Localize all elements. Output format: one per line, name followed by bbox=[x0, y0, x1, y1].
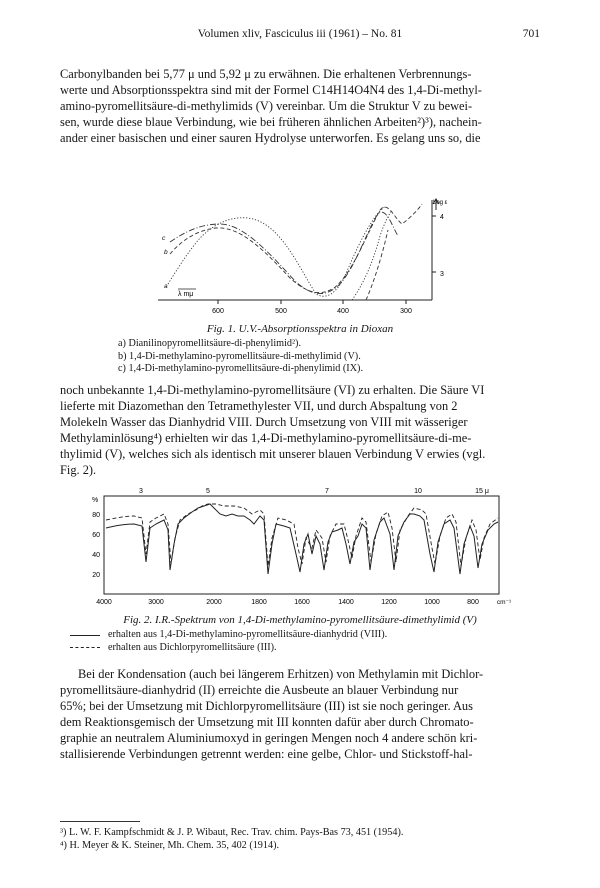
bottom-tick-label: 1600 bbox=[294, 599, 310, 606]
plot-frame bbox=[104, 496, 499, 594]
top-tick-label: 3 bbox=[139, 488, 143, 495]
top-tick-label: 7 bbox=[325, 488, 329, 495]
bottom-tick-label: 4000 bbox=[96, 599, 112, 606]
top-tick-label: 15 μ bbox=[475, 488, 489, 495]
legend-dashed-text: erhalten aus Dichlorpyromellitsäure (III). bbox=[108, 641, 277, 653]
x-tick-label: 300 bbox=[400, 308, 412, 315]
text-line: Bei der Kondensation (auch bei längerem Erhitzen) von Methylamin mit Dichlor- bbox=[78, 667, 484, 681]
fig1-legend bbox=[118, 338, 363, 376]
y-tick-label: 60 bbox=[92, 532, 100, 539]
top-tick-label: 5 bbox=[206, 488, 210, 495]
bottom-tick-label: 800 bbox=[467, 599, 479, 606]
legend-entry-a: a) Dianilinopyromellitsäure-di-phenylimid²). bbox=[118, 338, 301, 349]
text-line: 65%; bei der Umsetzung mit Dichlorpyromellitsäure (III) ist sie noch geringer. Aus bbox=[60, 699, 473, 714]
text-line: Methylaminlösung⁴) erhielten wir das 1,4-Di-methylamino-pyromellitsäure-di-me- bbox=[60, 431, 472, 446]
solid-line-swatch bbox=[70, 635, 100, 636]
top-tick-label: 10 bbox=[414, 488, 422, 495]
bottom-tick-label: 3000 bbox=[148, 599, 164, 606]
text-line: ander einer basischen und einer sauren Hydrolyse unterworfen. Es gelang uns so, die bbox=[60, 131, 481, 146]
footnote: ⁴) H. Meyer & K. Steiner, Mh. Chem. 35, 402 (1914). bbox=[60, 840, 280, 851]
curve-label: b bbox=[164, 249, 168, 256]
text-line: noch unbekannte 1,4-Di-methylamino-pyromellitsäure (VI) zu erhalten. Die Säure VI bbox=[60, 383, 485, 397]
x-tick-label: 400 bbox=[337, 308, 349, 315]
text-line: dem Reaktionsgemisch der Umsetzung mit III konnten dafür aber durch Chromato- bbox=[60, 715, 474, 730]
text-line: Fig. 2). bbox=[60, 463, 97, 478]
x-tick-label: 500 bbox=[275, 308, 287, 315]
text-line: pyromellitsäure-dianhydrid (II) erreichte die Ausbeute an blauer Verbindung nur bbox=[60, 683, 459, 698]
bottom-tick-label: 1800 bbox=[251, 599, 267, 606]
uv-spectrum-figure bbox=[140, 196, 470, 320]
legend-solid bbox=[70, 629, 387, 642]
text-line: graphie an neutralem Aluminiumoxyd in geringen Mengen noch 4 andere schön kri- bbox=[60, 731, 478, 746]
page-number: 701 bbox=[522, 28, 540, 40]
running-title: Volumen xliv, Fasciculus iii (1961) – No. 81 bbox=[197, 28, 403, 40]
y-tick-label: 20 bbox=[92, 572, 100, 579]
text-line: lieferte mit Diazomethan den Tetramethylester VII, und durch Abspaltung von 2 bbox=[60, 399, 458, 414]
curve-label: a bbox=[164, 283, 168, 290]
x-ticks bbox=[218, 300, 406, 304]
dashed-line-swatch bbox=[70, 647, 100, 648]
ir-spectrum-figure bbox=[84, 484, 524, 610]
y-axis-label: Log ε bbox=[433, 200, 448, 206]
legend-dashed bbox=[70, 642, 387, 655]
bottom-unit-label: cm⁻¹ bbox=[496, 599, 512, 606]
footnote: ³) L. W. F. Kampfschmidt & J. P. Wibaut, Rec. Trav. chim. Pays-Bas 73, 451 (1954). bbox=[60, 827, 404, 838]
y-tick-label: 4 bbox=[440, 214, 444, 221]
y-unit-label: % bbox=[92, 497, 99, 504]
text-line: Carbonylbanden bei 5,77 μ und 5,92 μ zu erwähnen. Die erhaltenen Verbrennungs- bbox=[60, 67, 472, 81]
bottom-tick-label: 1200 bbox=[381, 599, 397, 606]
text-line: thylimid (V), welches sich als identisch mit unserer blauen Verbindung V erwies (vgl. bbox=[60, 447, 486, 462]
y-tick-label: 3 bbox=[440, 271, 444, 278]
curve-label: c bbox=[162, 235, 166, 242]
fig2-legend bbox=[70, 629, 387, 654]
bottom-tick-label: 1000 bbox=[424, 599, 440, 606]
footnotes bbox=[60, 826, 540, 852]
y-tick-label: 40 bbox=[92, 552, 100, 559]
paragraph-2 bbox=[60, 382, 540, 479]
paragraph-3 bbox=[60, 666, 540, 763]
legend-entry-b: b) 1,4-Di-methylamino-pyromellitsäure-di-methylimid (V). bbox=[118, 350, 361, 362]
curve-c bbox=[170, 212, 398, 293]
curve-b-tail bbox=[366, 230, 388, 300]
fig2-caption: Fig. 2. I.R.-Spektrum von 1,4-Di-methylamino-pyromellitsäure-dimethylimid (V) bbox=[123, 614, 477, 626]
text-line: stallisierende Verbindungen getrennt werden: eine gelbe, Chlor- und Stickstoff-hal- bbox=[60, 747, 473, 762]
text-line: sen, wurde diese blaue Verbindung, wie bei früheren ähnlichen Arbeiten²)³), nachein- bbox=[60, 115, 482, 130]
curve-a bbox=[168, 206, 386, 296]
legend-solid-text: erhalten aus 1,4-Di-methylamino-pyromellitsäure-dianhydrid (VIII). bbox=[108, 629, 388, 640]
bottom-tick-label: 2000 bbox=[206, 599, 222, 606]
x-tick-label: 600 bbox=[212, 308, 224, 315]
bottom-tick-label: 1400 bbox=[338, 599, 354, 606]
text-line: Molekeln Wasser das Dianhydrid VIII. Durch Umsetzung von VIII mit wässeriger bbox=[60, 415, 468, 430]
text-line: amino-pyromellitsäure-di-methylimids (V) vereinbar. Um die Struktur V zu bewei- bbox=[60, 99, 473, 114]
footnote-rule bbox=[60, 821, 140, 822]
legend-entry-c: c) 1,4-Di-methylamino-pyromellitsäure-di-phenylimid (IX). bbox=[118, 363, 363, 375]
paragraph-1 bbox=[60, 66, 540, 146]
wavelength-label: λ mμ bbox=[178, 291, 194, 298]
curve-b bbox=[170, 204, 422, 293]
fig1-caption: Fig. 1. U.V.-Absorptionsspektra in Dioxan bbox=[206, 323, 394, 335]
text-line: werte und Absorptionsspektra sind mit der Formel C14H14O4N4 des 1,4-Di-methyl- bbox=[60, 83, 482, 98]
y-tick-label: 80 bbox=[92, 512, 100, 519]
